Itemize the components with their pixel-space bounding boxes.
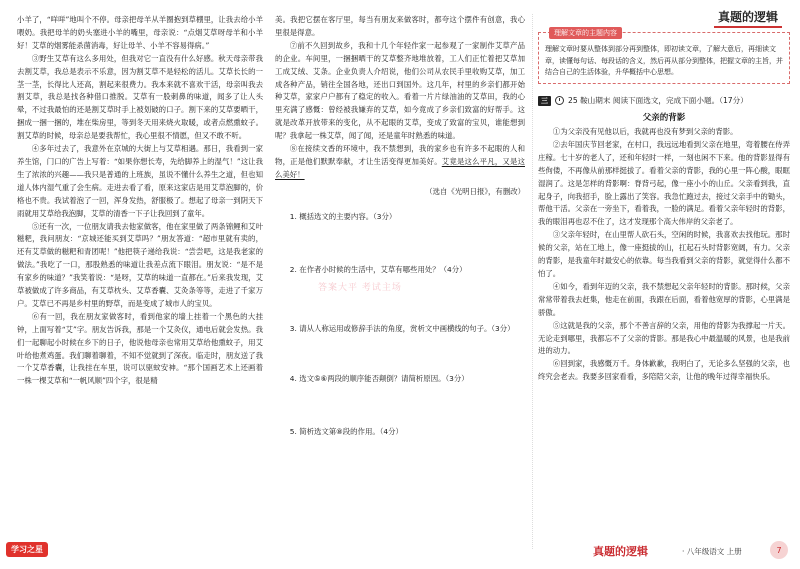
left-paragraph: ⑤还有一次，一位朋友请我去他家做客，他在家里做了两条锦鲤和艾叶糍粑，我问朋友：“京城还能买到艾草吗？”朋友答道：“超市里就有卖的，还有艾草做的糍粑和青团呢！”他把筷子递给我说：“尝尝吧，这是我老家的做法。”我吃了一口，那股熟悉的味道让我差点流下眼泪。朋友说：“是不是有家乡的味道？”我笑着说：“是呀，艾草的味道一直都在。”后来我发现，艾草被做成了许多商品，有艾草枕头、艾草香囊、艾灸条等等，走进了千家万户。艾草已不再是乡村里的野草，而是变成了城市人的宝贝。	[17, 221, 263, 308]
underlined-sentence: 艾竟是这么平凡，又是这么美好！	[275, 156, 525, 179]
middle-column	[275, 14, 525, 439]
middle-paragraph: ⑦前不久回到故乡，我和十几个年轻作家一起参观了一家制作艾草产品的企业。车间里，一捆捆晒干的艾草整齐地堆放着，工人们正忙着把艾草加工成艾绒、艾条。企业负责人介绍说，他们公司从农民手里收购艾草，加工成各种产品，销往全国各地，还出口到国外。这几年，村里的乡亲们都开始种艾草，家家户户都有了稳定的收入。看着一片片绿油油的艾草田，我的心里充满了感慨：曾经被我嫌弃的艾草，如今竟成了乡亲们致富的好帮手。这就是改革开放带来的变化，从不起眼的艾草，变成了致富的宝贝，谁能想到呢？我拿起一株艾草，闻了闻，还是童年时熟悉的味道。	[275, 40, 525, 141]
right-paragraph: ④如今，看到年迈的父亲，我不禁想起父亲年轻时的背影。那时候，父亲常常带着我去赶集，他走在前面，我跟在后面，看着他宽厚的背影，心里满是骄傲。	[538, 281, 790, 317]
section-header	[538, 95, 790, 106]
theme-tag: 理解文章的主题内容	[549, 27, 622, 39]
middle-paragraph: 美。我把它摆在客厅里，每当有朋友来做客时，都夸这个摆件有创意，我心里很是得意。	[275, 15, 525, 37]
clock-icon	[555, 96, 564, 105]
watermark-text: 答案大平 考试主场	[318, 283, 402, 293]
middle-paragraph	[275, 143, 525, 182]
source-citation: （选自《光明日报》，有删改）	[425, 186, 525, 196]
question-item: 4. 选文⑤⑥两段的顺序能否颠倒？请简析原因。（3分）	[289, 374, 469, 384]
header-brand-title: 真题的逻辑	[717, 10, 778, 24]
left-paragraph: 小羊了，“咩咩”地叫个不停。母亲把母羊从羊圈抱到草棚里，让我去给小羊喂奶。我把母羊的奶头塞进小羊的嘴里，母亲说：“点烟艾草呀母羊和小羊好！艾草的烟雾能杀菌消毒，好让母羊、小羊不容易得病。”	[17, 15, 263, 50]
question-item: 5. 简析选文第⑧段的作用。（4分）	[289, 427, 403, 437]
section-instruction: 25 鞍山期末 阅读下面选文，完成下面小题。（17分）	[568, 96, 748, 105]
page-number: 7	[770, 541, 788, 559]
story-title: 父亲的背影	[642, 113, 686, 123]
left-paragraph: ③野生艾草有这么多用处，但我对它一直没有什么好感。秋天母亲带我去割艾草，我总是表示不乐意，因为割艾草不是轻松的活儿。艾草长长的一茎一茎，长得比人还高，割起来很费力。我本来就不喜欢干活，母亲叫我去割艾草，我总是找各种借口推脱。艾草有一股刺鼻的味道，闻多了让人头晕，不过我最怕的还是割艾草时手上被划破的口子。割下来的艾草要晒干，捆成一捆一捆的，堆在柴房里，等到冬天用来烧火取暖，或者点燃熏蚊子。割艾草的时候，母亲总是要我帮忙，我心里很不情愿，但又不敢不听。	[17, 53, 263, 141]
left-paragraph: ④多年过去了，我意外在京城的大街上与艾草相遇。那日，我看到一家养生馆，门口的广告上写着：“如果你想长寿，先给脚养上的湿气！”这让我生了浓浓的兴趣——我只是普通的上班族，虽说不懂什么养生之道，但也知道人体内湿气重了会生病。走进去看了看，原来这家店是用艾草泡脚的，价格也不贵。我试着泡了一回，浑身发热，舒服极了。想起了母亲一到阴天下雨就用艾草给我泡脚，艾草的清香一下子让我回到了童年。	[17, 144, 263, 218]
footer-subtitle: · 八年级语文 上册	[682, 547, 742, 556]
question-item: 2. 在作者小时候的生活中，艾草有哪些用处？（4分）	[289, 264, 467, 274]
section-badge: 三	[538, 96, 551, 106]
footer-brand: 真题的逻辑	[593, 545, 648, 558]
theme-text: 理解文章时要从整体到部分再到整体，即初读文章，了解大意后，再细读文章，读懂每句话、每段话的含义，然后再从部分到整体，把握文章的主旨，并结合自己的生活体验，升华概括中心思想。	[545, 45, 783, 76]
question-list	[275, 211, 525, 440]
right-paragraph: ⑤这就是我的父亲，那个不善言辞的父亲，用他的背影为我撑起一片天。无论走到哪里，我都忘不了父亲的背影。那是我心中最温暖的风景，也是我前进的动力。	[538, 320, 790, 356]
middle-paragraph-text: ⑧在接续文香的环境中，我不禁想到，我的家乡也有许多不起眼的人和物，正是他们默默奉献，才让生活变得更加美好。	[275, 144, 525, 166]
right-paragraph: ③父亲年轻时，在山里帮人砍石头，空闲的时候，我喜欢去找他玩。那时候的父亲，站在工地上，像一座挺拔的山，扛起石头时背影宽阔，有力。父亲的背影，是我童年时最安心的依靠。每当我看到父亲的背影，就觉得什么都不怕了。	[538, 230, 790, 278]
question-item: 1. 概括选文的主要内容。（3分）	[289, 211, 397, 221]
right-paragraph: ⑥回到家，我感慨万千。身体歉歉，我明白了，无论多么坚强的父亲，也终究会老去。我要多回家看看，多陪陪父亲，让他的晚年过得幸福快乐。	[538, 359, 790, 382]
right-paragraph: ②去年国庆节回老家，在村口，我远远地看到父亲在地里，弯着腰在侍弄庄稼。七十岁的老人了，还和年轻时一样，一刻也闲不下来。他的背影显得有些佝偻，不再像从前那样挺拔了。看着父亲的背影，我的心里一阵心酸，眼眶湿润了。这是怎样的背影啊：脊背弓起，像一座小小的山丘。父亲看到我，直起身子，向我招手，脸上露出了笑容。我急忙跑过去，接过父亲手中的锄头，帮他干活。父亲在一旁坐下，看着我，一脸的满足。看着父亲年轻时的背影，我的眼泪再也忍不住了，这才发现那个高大伟岸的父亲老了。	[538, 139, 790, 227]
left-paragraph: ⑥有一回，我在朋友家做客时，看到他家的墙上挂着一个黑色的大挂钟，上面写着“艾”字。朋友告诉我，那是一个艾灸仪，通电后就会发热。我们一起聊起小时候在乡下的日子，他说他母亲也常用艾草给他熏蚊子，用艾叶给他煮鸡蛋。我们聊着聊着，不知不觉就到了深夜。临走时，朋友送了我一个艾草香囊，让我挂在车里，说可以驱蚊安神。“那个国画艺术上还画着一株一棵艾草和“一帆风顺”四个字，很是精	[17, 311, 263, 386]
left-column	[17, 14, 263, 388]
right-paragraph: ①为父亲没有见他以后，我就再也没有梦到父亲的背影。	[552, 127, 738, 136]
theme-tip-box	[538, 29, 790, 84]
footer-logo: 学习之星	[6, 542, 48, 557]
column-divider	[532, 14, 533, 549]
question-item: 3. 请从人称运用或修辞手法的角度，赏析文中画横线的句子。（3分）	[289, 323, 515, 333]
right-column	[538, 126, 790, 384]
